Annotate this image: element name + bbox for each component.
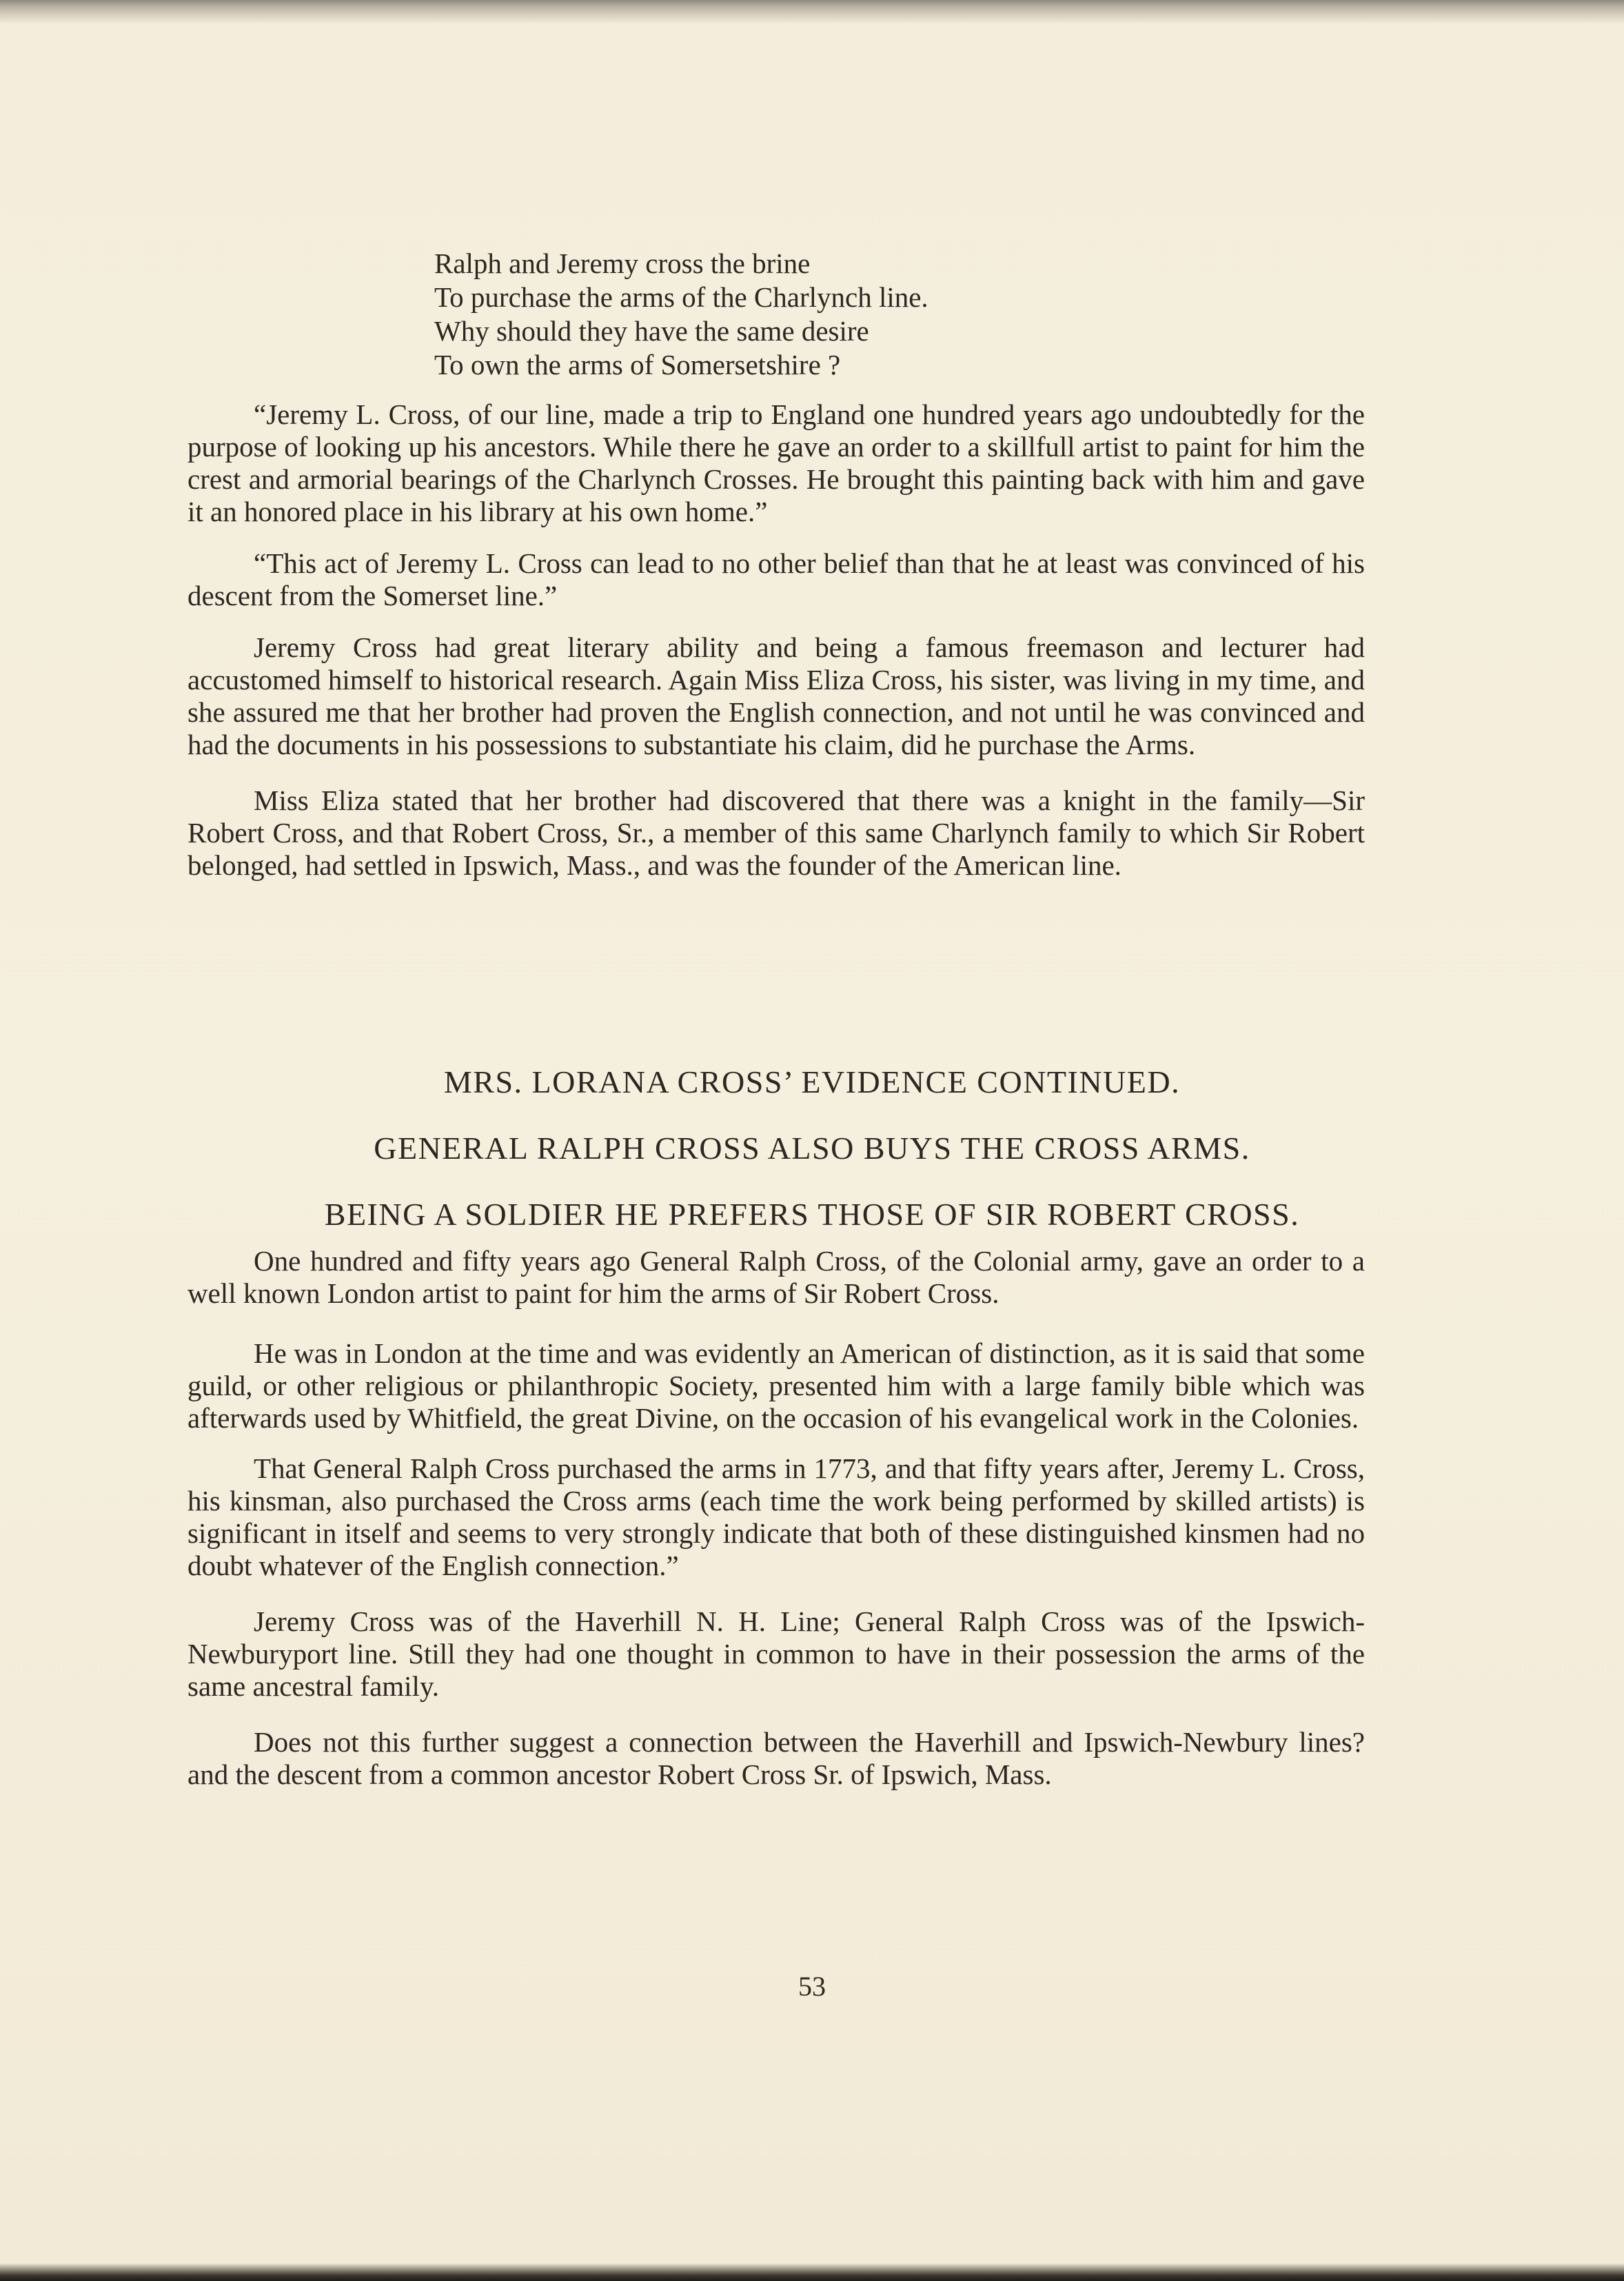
paragraph-miss-eliza: Miss Eliza stated that her brother had discovered that there was a knight in the family—Sir Robert Cross, and that Robert Cross, Sr., a member of this same Charlynch family to which Sir Robert belonged, had settled in Ipswich, Mass., and was the founder of the American line. xyxy=(187,784,1365,881)
verse-line: To own the arms of Somersetshire ? xyxy=(434,349,841,381)
paragraph-general-ralph-order: One hundred and fifty years ago General Ralph Cross, of the Colonial army, gave an order to a well known London artist to paint for him the arms of Sir Robert Cross. xyxy=(187,1245,1365,1309)
page-top-edge xyxy=(0,0,1624,23)
body-text-upper xyxy=(187,398,1365,882)
body-text-lower xyxy=(187,1245,1365,1791)
paragraph-lines: Jeremy Cross was of the Haverhill N. H. Line; General Ralph Cross was of the Ipswich-Newburyport line. Still they had one thought in common to have in their possession the arms of the same ancestral family. xyxy=(187,1605,1365,1702)
section-heading: GENERAL RALPH CROSS ALSO BUYS THE CROSS ARMS. xyxy=(374,1131,1250,1166)
verse-line: To purchase the arms of the Charlynch line. xyxy=(434,281,928,313)
paragraph-jeremy-trip: “Jeremy L. Cross, of our line, made a trip to England one hundred years ago undoubtedly for the purpose of looking up his ancestors. While there he gave an order to a skillfull artist to paint for him the crest and armorial bearings of the Charlynch Crosses. He brought this painting back with him and gave it an honored place in his library at his own home.” xyxy=(187,398,1365,527)
verse-block xyxy=(434,247,1399,382)
paragraph-london-bible: He was in London at the time and was evidently an American of distinction, as it is said that some guild, or other religious or philanthropic Society, presented him with a large family bible which was afterwards used by Whitfield, the great Divine, on the occasion of his evangelical work in the Colonies. xyxy=(187,1337,1365,1434)
paragraph-common-ancestor: Does not this further suggest a connection between the Haverhill and Ipswich-Newbury lines? and the descent from a common ancestor Robert Cross Sr. of Ipswich, Mass. xyxy=(187,1726,1365,1790)
verse-line: Ralph and Jeremy cross the brine xyxy=(434,247,811,279)
verse-line: Why should they have the same desire xyxy=(434,315,869,347)
paragraph-arms-purchase: That General Ralph Cross purchased the arms in 1773, and that fifty years after, Jeremy L. Cross, his kinsman, also purchased the Cross arms (each time the work being performed by skilled artists) is significant in itself and seems to very strongly indicate that both of these distinguished kinsmen had no doubt whatever of the English connection.” xyxy=(187,1452,1365,1581)
paragraph-jeremy-research: Jeremy Cross had great literary ability and being a famous freemason and lecturer had accustomed himself to historical research. Again Miss Eliza Cross, his sister, was living in my time, and she assured me that her brother had proven the English connection, and not until he was convinced and had the documents in his possessions to substantiate his claim, did he purchase the Arms. xyxy=(187,631,1365,760)
paragraph-jeremy-belief: “This act of Jeremy L. Cross can lead to no other belief than that he at least was convinced of his descent from the Somerset line.” xyxy=(187,547,1365,611)
section-heading: MRS. LORANA CROSS’ EVIDENCE CONTINUED. xyxy=(443,1064,1181,1099)
section-heading: BEING A SOLDIER HE PREFERS THOSE OF SIR ROBERT CROSS. xyxy=(324,1197,1300,1232)
page-bottom-edge xyxy=(0,2263,1624,2281)
page-number: 53 xyxy=(798,1971,826,2002)
section-headings xyxy=(138,1064,1486,1262)
